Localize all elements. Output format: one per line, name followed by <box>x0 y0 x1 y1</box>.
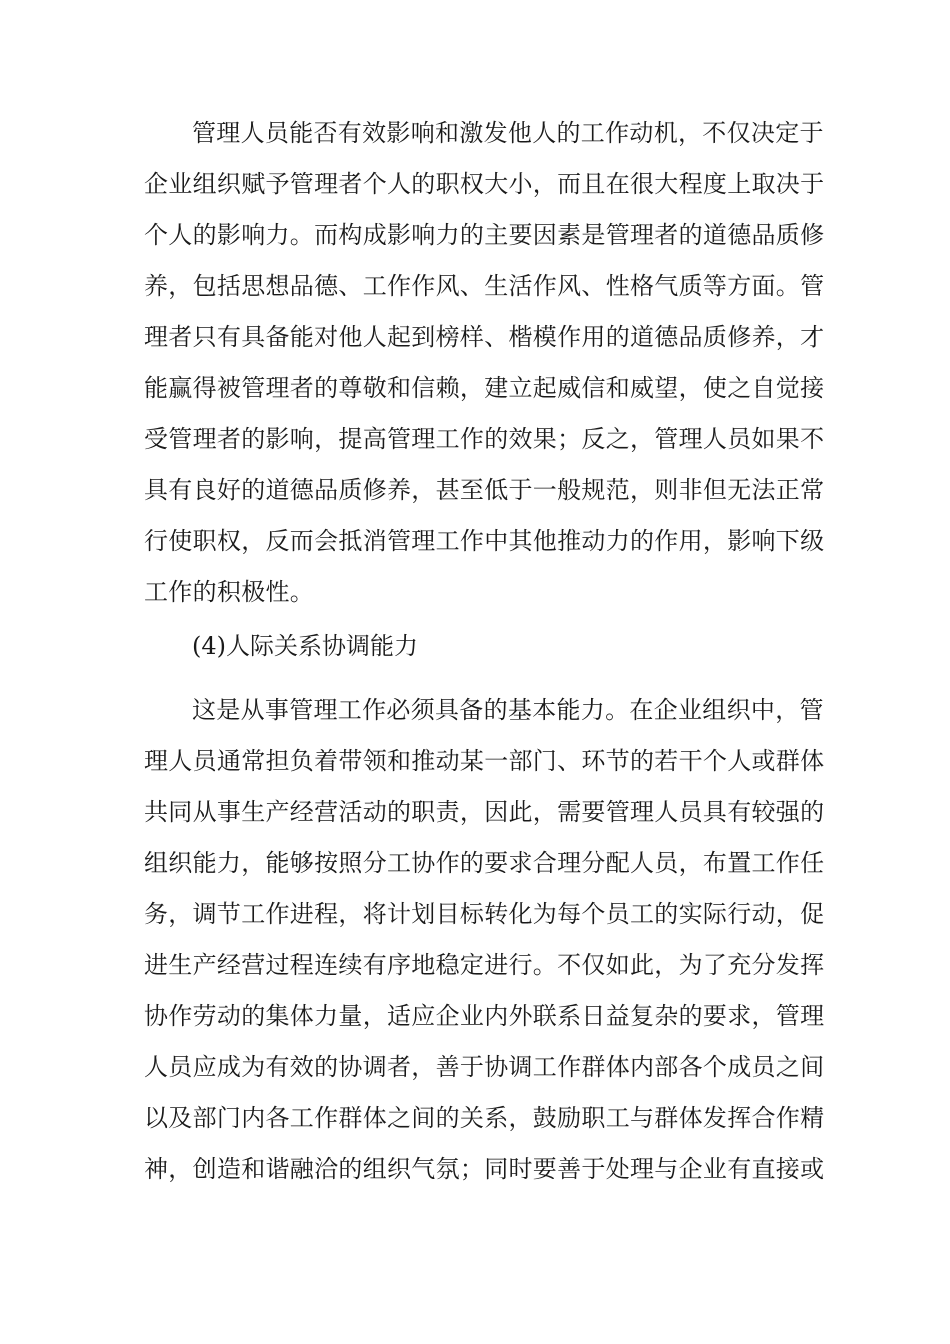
paragraph-2-line: 神，创造和谐融洽的组织气氛；同时要善于处理与企业有直接或 <box>144 1155 825 1183</box>
paragraph-2-line: 务，调节工作进程，将计划目标转化为每个员工的实际行动，促 <box>144 900 825 928</box>
paragraph-1-line: 理者只有具备能对他人起到榜样、楷模作用的道德品质修养，才 <box>144 323 825 351</box>
paragraph-2-line: 理人员通常担负着带领和推动某一部门、环节的若干个人或群体 <box>144 747 825 775</box>
paragraph-1-line: 能赢得被管理者的尊敬和信赖，建立起威信和威望，使之自觉接 <box>144 374 825 402</box>
section-heading: (4)人际关系协调能力 <box>192 632 418 660</box>
paragraph-1-line: 企业组织赋予管理者个人的职权大小，而且在很大程度上取决于 <box>144 170 825 198</box>
paragraph-2-line: 人员应成为有效的协调者，善于协调工作群体内部各个成员之间 <box>144 1053 825 1081</box>
paragraph-2-line: 协作劳动的集体力量，适应企业内外联系日益复杂的要求，管理 <box>144 1002 825 1030</box>
paragraph-2-line: 进生产经营过程连续有序地稳定进行。不仅如此，为了充分发挥 <box>144 951 825 979</box>
paragraph-2-line: 组织能力，能够按照分工协作的要求合理分配人员，布置工作任 <box>144 849 825 877</box>
paragraph-1-line: 个人的影响力。而构成影响力的主要因素是管理者的道德品质修 <box>144 221 825 249</box>
paragraph-2-line: 以及部门内各工作群体之间的关系，鼓励职工与群体发挥合作精 <box>144 1104 825 1132</box>
paragraph-1-line: 受管理者的影响，提高管理工作的效果；反之，管理人员如果不 <box>144 425 825 453</box>
paragraph-1-line: 行使职权，反而会抵消管理工作中其他推动力的作用，影响下级 <box>144 527 825 555</box>
paragraph-1-line: 具有良好的道德品质修养，甚至低于一般规范，则非但无法正常 <box>144 476 825 504</box>
paragraph-2-line: 共同从事生产经营活动的职责，因此，需要管理人员具有较强的 <box>144 798 825 826</box>
paragraph-1-line: 管理人员能否有效影响和激发他人的工作动机，不仅决定于 <box>192 119 824 147</box>
paragraph-1-line: 养，包括思想品德、工作作风、生活作风、性格气质等方面。管 <box>144 272 825 300</box>
paragraph-1-line: 工作的积极性。 <box>144 578 315 606</box>
paragraph-2-line: 这是从事管理工作必须具备的基本能力。在企业组织中，管 <box>192 696 824 724</box>
